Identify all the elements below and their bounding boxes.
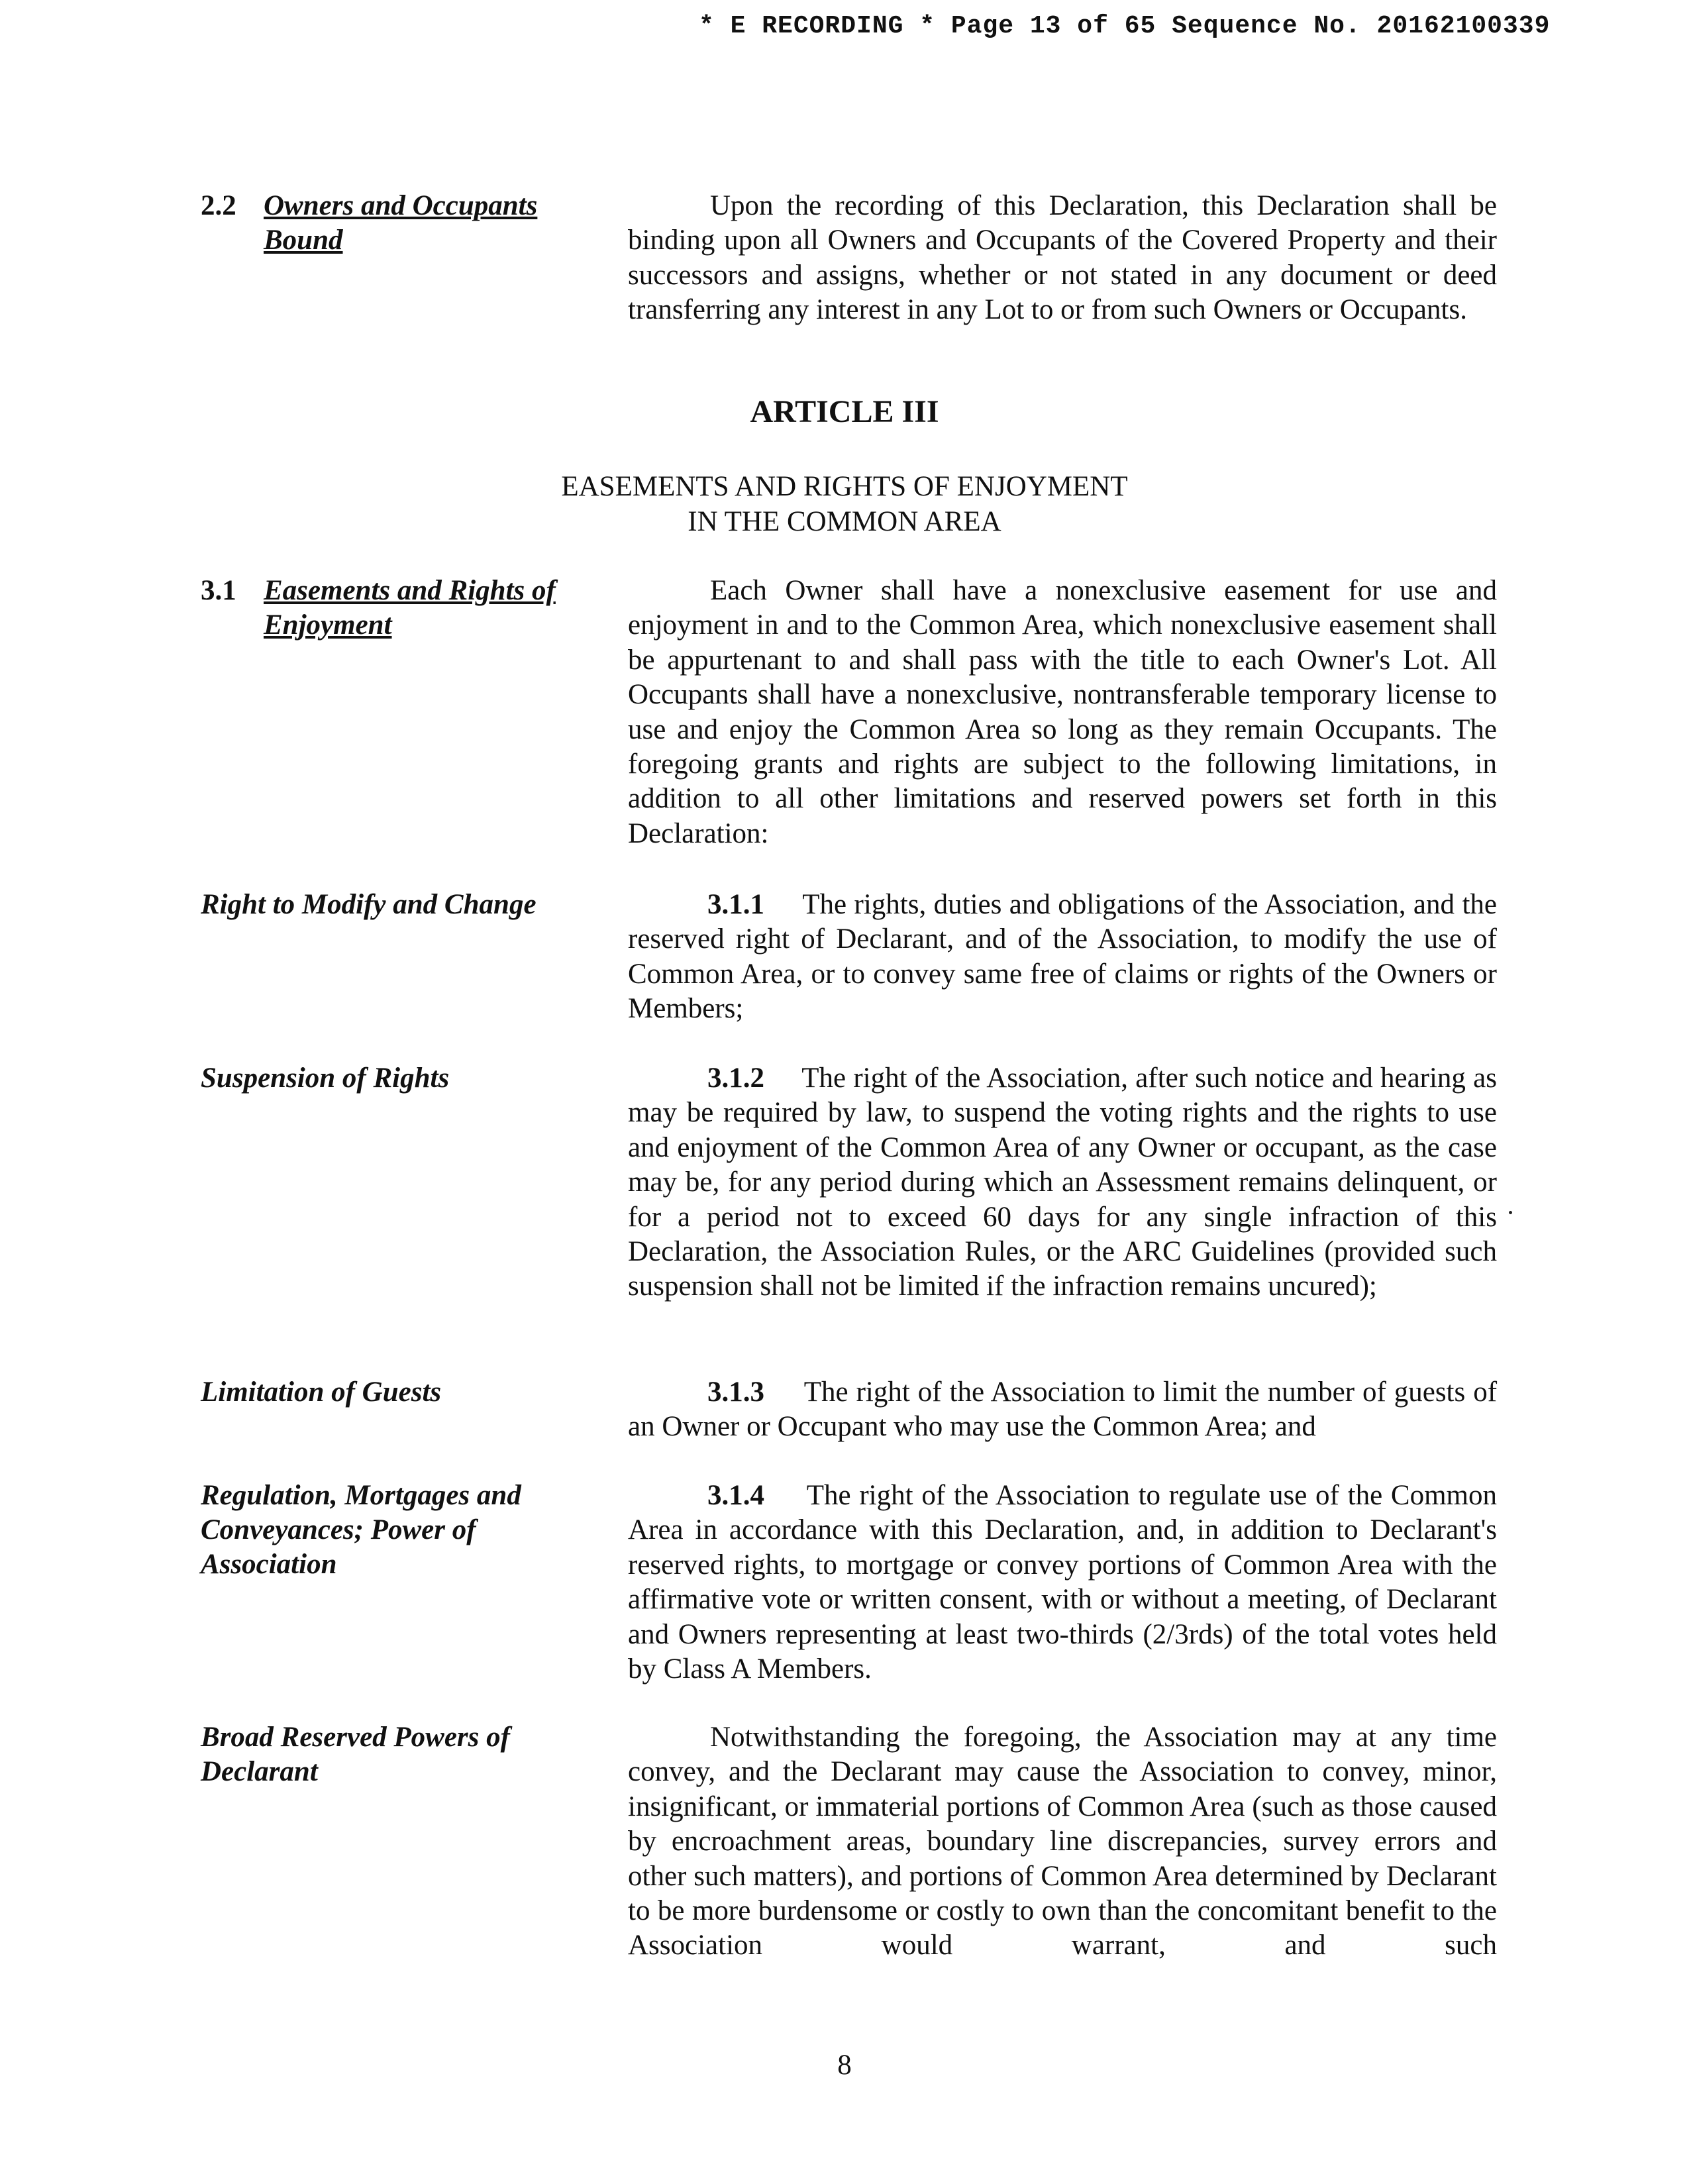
broad-powers-text [628, 1720, 1497, 1963]
section-3-1-4-text [628, 1479, 1497, 1687]
page-number: 8 [837, 2050, 852, 2081]
label-broad-reserved-powers [201, 1720, 510, 1789]
section-3-1-4-number: 3.1.4 [707, 1480, 764, 1511]
label-suspension-of-rights: Suspension of Rights [201, 1063, 450, 1094]
section-3-1-3-paragraph: The right of the Association to limit the number of guests of an Owner or Occupant who may use the Common Area; and [628, 1377, 1498, 1443]
section-3-1-2-paragraph: The right of the Association, after such notice and hearing as may be required by law, to suspend the voting rights and the rights to use and enjoyment of the Common Area of any Owner or occupant, as the case may be, for any period during which an Assessment remains delinquent, or for a period not to exceed 60 days for any single infraction of this Declaration, the Association Rules, or the ARC Guidelines (provided such suspension shall not be limited if the infraction remains uncured); [628, 1063, 1498, 1302]
recording-stamp-header: * E RECORDING * Page 13 of 65 Sequence No. 20162100339 [699, 12, 1551, 40]
section-3-1-2-number: 3.1.2 [707, 1063, 764, 1094]
section-2-2-paragraph: Upon the recording of this Declaration, this Declaration shall be binding upon all Owners and Occupants of the Covered Property and their successors and assigns, whether or not stated in any document or deed transferring any interest in any Lot to or from such Owners or Occupants. [628, 190, 1497, 326]
section-3-1-1-text [628, 888, 1497, 1027]
label-broad-line2: Declarant [201, 1756, 318, 1787]
label-right-to-modify: Right to Modify and Change [201, 889, 537, 920]
article-subtitle [0, 469, 1689, 539]
article-subtitle-line2: IN THE COMMON AREA [688, 506, 1001, 537]
broad-powers-paragraph: Notwithstanding the foregoing, the Association may at any time convey, and the Declarant may cause the Association to convey, minor, insignificant, or immaterial portions of Common Area (such as those caused by encroachment areas, boundary line discrepancies, survey errors and other such matters), and portions of Common Area determined by Declarant to be more burdensome or costly to own than the concomitant benefit to the Association would warrant, and such [628, 1722, 1497, 1961]
section-2-2-title-line2: Bound [264, 225, 343, 256]
section-3-1-number: 3.1 [201, 575, 236, 606]
section-3-1-paragraph: Each Owner shall have a nonexclusive easement for use and enjoyment in and to the Common Area, which nonexclusive easement shall be appurtenant to and shall pass with the title to each Owner's Lot. All Occupants shall have a nonexclusive, nontransferable temporary license to use and enjoy the Common Area so long as they remain Occupants. The foregoing grants and rights are subject to the following limitations, in addition to all other limitations and reserved powers set forth in this Declaration: [628, 575, 1497, 849]
section-3-1-1-paragraph: The rights, duties and obligations of the Association, and the reserved right of Declarant, and of the Association, to modify the use of Common Area, or to convey same free of claims or rights of the Owners or Members; [628, 889, 1497, 1025]
section-3-1-title-line2: Enjoyment [264, 609, 392, 641]
section-3-1-text [628, 574, 1497, 851]
label-regulation-line2: Conveyances; Power of [201, 1514, 476, 1545]
section-2-2-title-line1: Owners and Occupants [264, 190, 538, 221]
section-2-2-text [628, 189, 1497, 328]
section-3-1-2-text [628, 1061, 1497, 1304]
section-3-1-3-text [628, 1375, 1497, 1445]
label-broad-line1: Broad Reserved Powers of [201, 1722, 510, 1753]
label-regulation-line1: Regulation, Mortgages and [201, 1480, 521, 1511]
label-limitation-of-guests: Limitation of Guests [201, 1377, 442, 1408]
section-3-1-3-number: 3.1.3 [707, 1377, 764, 1408]
article-title: ARTICLE III [750, 394, 939, 429]
section-3-1-title-line1: Easements and Rights of [264, 575, 556, 606]
label-regulation-line3: Association [201, 1549, 337, 1580]
section-3-1-4-paragraph: The right of the Association to regulate use of the Common Area in accordance with this Declaration, and, in addition to Declarant's reserved rights, to mortgage or convey portions of Common Area with the affirmative vote or written consent, with or without a meeting, of Declarant and Owners representing at least two-thirds (2/3rds) of the total votes held by Class A Members. [628, 1480, 1497, 1685]
article-subtitle-line1: EASEMENTS AND RIGHTS OF ENJOYMENT [561, 471, 1128, 502]
section-3-1-1-number: 3.1.1 [707, 889, 764, 920]
label-regulation-mortgages [201, 1479, 521, 1582]
section-2-2-number: 2.2 [201, 190, 236, 221]
scan-speck [1509, 1211, 1512, 1214]
